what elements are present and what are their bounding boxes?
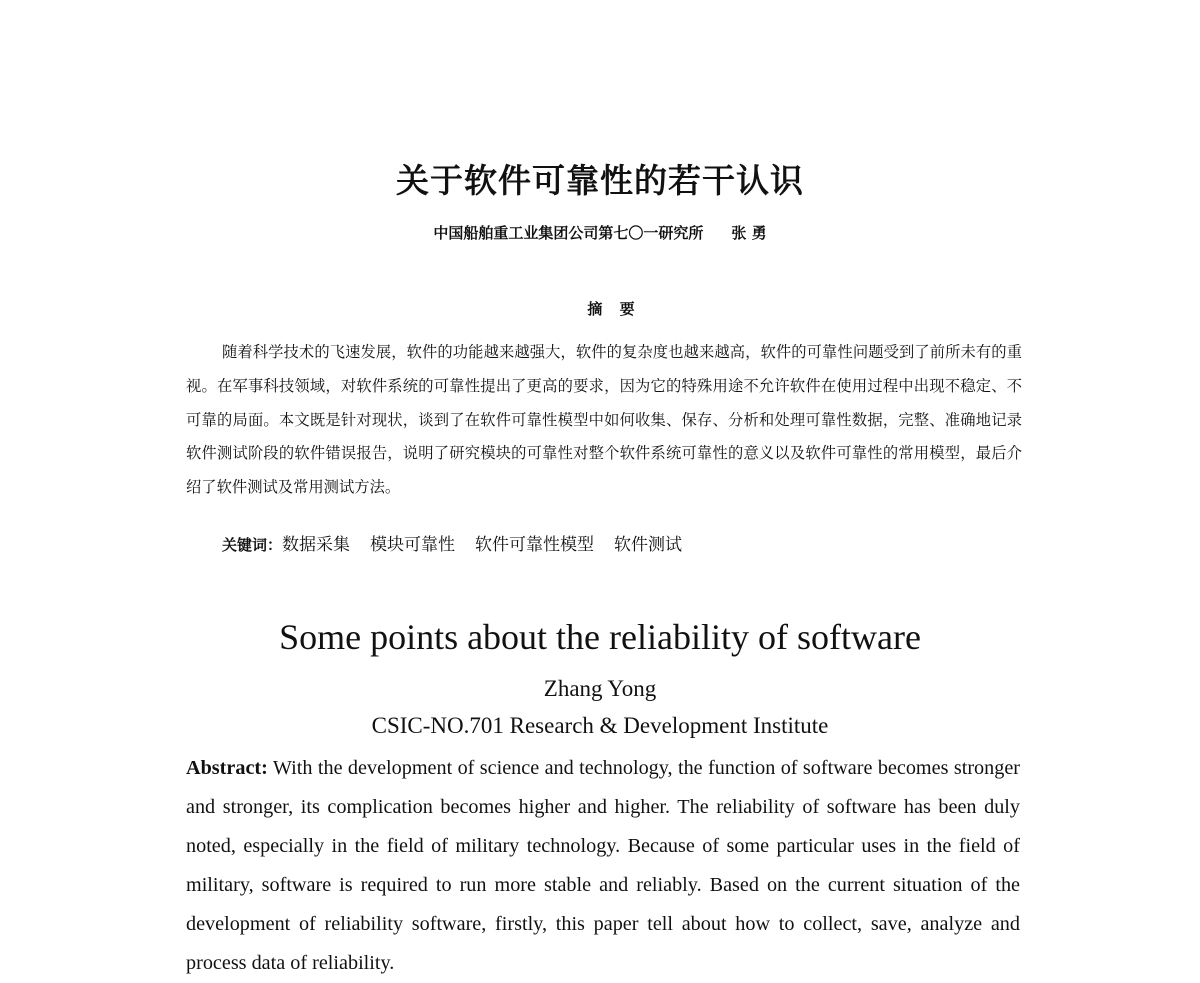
chinese-keywords — [222, 532, 1022, 558]
english-title: Some points about the reliability of software — [279, 617, 921, 657]
keyword: 模块可靠性 — [370, 535, 456, 555]
chinese-abstract: 随着科学技术的飞速发展，软件的功能越来越强大，软件的复杂度也越来越高，软件的可靠性问题受到了前所未有的重视。在军事科技领域，对软件系统的可靠性提出了更高的要求，因为它的特殊用途不允许软件在使用过程中出现不稳定、不可靠的局面。本文既是针对现状，谈到了在软件可靠性模型中如何收集、保存、分析和处理可靠性数据，完整、准确地记录软件测试阶段的软件错误报告，说明了研究模块的可靠性对整个软件系统可靠性的意义以及软件可靠性的常用模型，最后介绍了软件测试及常用测试方法。 — [186, 343, 1022, 497]
keyword: 数据采集 — [282, 535, 351, 555]
english-affiliation: CSIC-NO.701 Research & Development Institute — [371, 713, 829, 738]
chinese-author: 张 勇 — [731, 224, 767, 242]
chinese-affiliation: 中国船舶重工业集团公司第七〇一研究所 — [433, 224, 704, 242]
chinese-abstract-heading: 摘 要 — [587, 300, 641, 318]
chinese-keywords-label: 关键词： — [222, 536, 283, 554]
english-author: Zhang Yong — [543, 676, 657, 701]
chinese-affiliation-line — [0, 221, 1200, 245]
english-abstract — [186, 749, 1020, 983]
english-abstract-text: With the development of science and technology, the function of software becomes stronger and stronger, its complication becomes higher and higher. The reliability of software has been duly noted, especially in the field of military technology. Because of some particular uses in the field of military, software is required to run more stable and reliably. Based on the current situation of the development of reliability software, firstly, this paper tell about how to collect, save, analyze and process data of reliability. — [186, 757, 1021, 974]
keyword: 软件测试 — [614, 535, 683, 555]
keyword: 软件可靠性模型 — [475, 535, 595, 555]
english-abstract-label: Abstract: — [186, 757, 268, 779]
chinese-title: 关于软件可靠性的若干认识 — [396, 161, 804, 200]
